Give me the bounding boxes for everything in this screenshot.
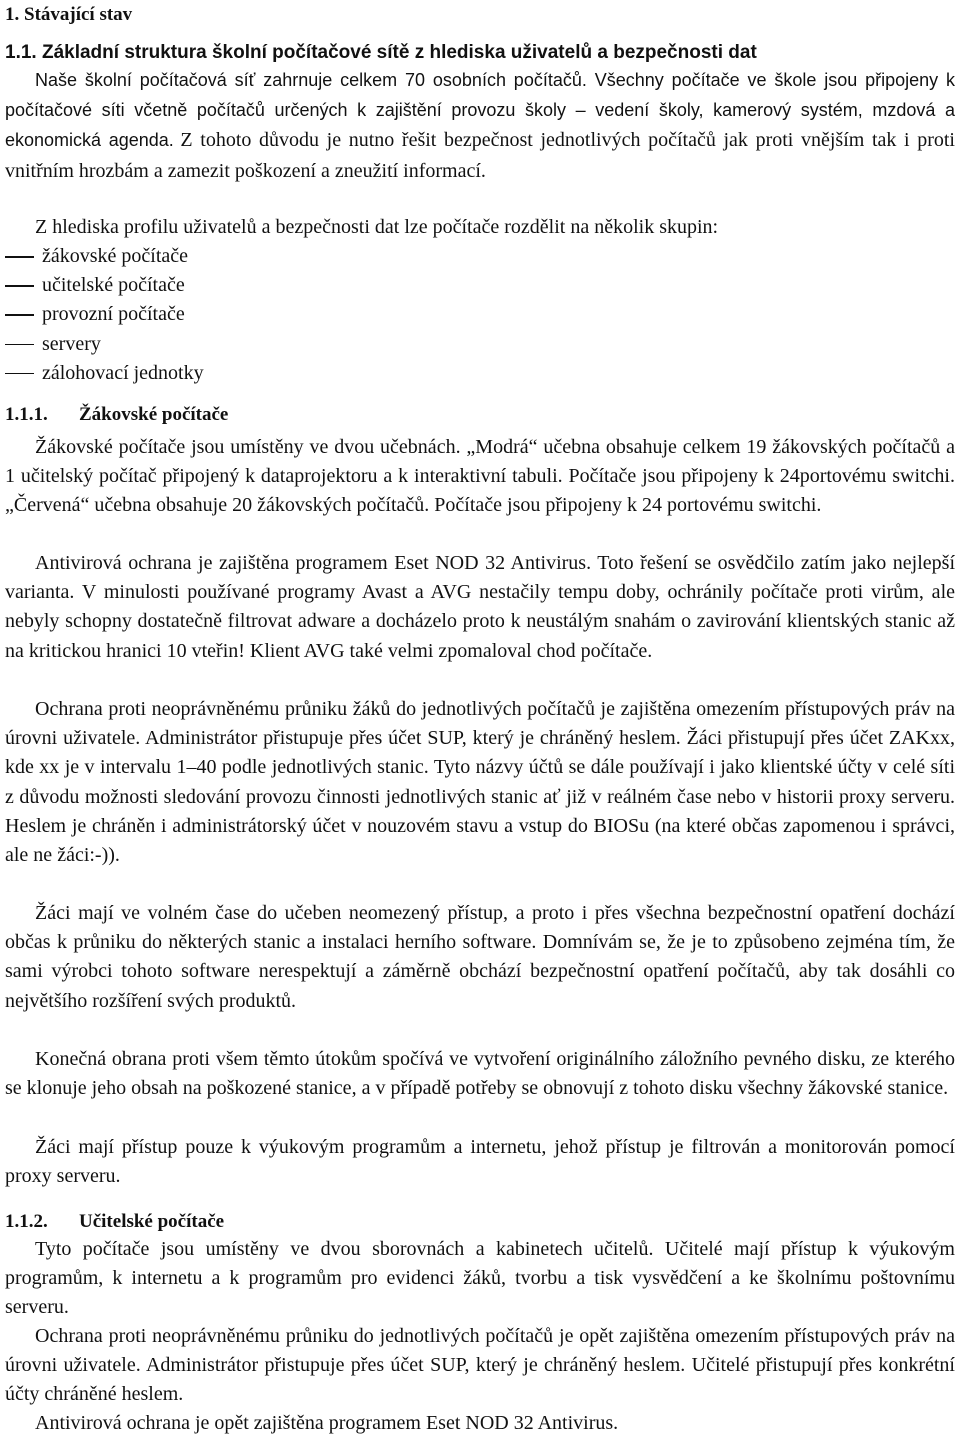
list-item	[5, 300, 204, 329]
intro-paragraph	[5, 66, 955, 187]
section-heading-1-1: 1.1. Základní struktura školní počítačové sítě z hlediska uživatelů a bezpečnosti dat	[5, 42, 757, 63]
intro-text-sans: Naše školní počítačová síť zahrnuje celkem 70 osobních počítačů. Všechny počítače ve škole jsou připojeny k počítačové síti včetně počítačů určených k zajištění provozu školy – vedení školy, kamerový systém, mzdová a ekonomická agenda.	[5, 70, 955, 151]
intro-text-serif: Z tohoto důvodu je nutno řešit bezpečnost jednotlivých počítačů jak proti vnějším tak i proti vnitřním hrozbám a zamezit poškození a zneužití informací.	[5, 129, 955, 182]
paragraph: Antivirová ochrana je zajištěna programem Eset NOD 32 Antivirus. Toto řešení se osvědčilo zatím jako nejlepší varianta. V minulosti používané programy Avast a AVG nestačily tempu doby, ochránily počítače proti virům, ale nebyly schopny dostatečně filtrovat adware a docházelo proto k neustálým snahám o zavirování klientských stanic až na kritickou hranici 10 vteřin! Klient AVG také velmi zpomaloval chod počítače.	[5, 552, 955, 662]
dash-bullet-icon	[5, 314, 34, 316]
paragraph: Žáci mají ve volném čase do učeben neomezený přístup, a proto i přes všechna bezpečnostní opatření dochází občas k průniku do některých stanic a instalaci herního software. Domnívám se, že je to způsobeno zejména tím, že sami výrobci tohoto software nerespektují a záměrně obchází bezpečnostní opatření počítačů, aby tak dosáhli co největšího rozšíření svých produktů.	[5, 902, 955, 1012]
section-title: Učitelské počítače	[79, 1211, 225, 1232]
paragraph: Tyto počítače jsou umístěny ve dvou sborovnách a kabinetech učitelů. Učitelé mají přístup k výukovým programům, k internetu a k programům pro evidenci žáků, tvorbu a tisk vysvědčení a ke školnímu poštovnímu serveru.	[5, 1238, 955, 1319]
paragraph: Žákovské počítače jsou umístěny ve dvou učebnách. „Modrá“ učebna obsahuje celkem 19 žákovských počítačů a 1 učitelský počítač připojený k dataprojektoru a k interaktivní tabuli. Počítače jsou připojeny k 24portovému switchi. „Červená“ učebna obsahuje 20 žákovských počítačů. Počítače jsou připojeny k 24 portovému switchi.	[5, 436, 955, 517]
section-number: 1.1.2.	[5, 1211, 48, 1232]
list-item	[5, 242, 204, 271]
list-item-label: žákovské počítače	[42, 245, 189, 267]
list-item	[5, 359, 204, 388]
paragraph: Žáci mají přístup pouze k výukovým programům a internetu, jehož přístup je filtrován a monitorován pomocí proxy serveru.	[5, 1136, 955, 1188]
list-item-label: učitelské počítače	[42, 274, 185, 297]
groups-intro-paragraph: Z hlediska profilu uživatelů a bezpečnosti dat lze počítače rozdělit na několik skupin:	[35, 216, 719, 238]
list-item	[5, 271, 204, 300]
dash-bullet-icon	[5, 373, 34, 375]
list-item-label: provozní počítače	[42, 303, 185, 326]
list-item-label: servery	[42, 332, 101, 355]
dash-bullet-icon	[5, 256, 34, 258]
dash-bullet-icon	[5, 285, 34, 287]
list-item-label: zálohovací jednotky	[42, 361, 204, 384]
computer-groups-list	[5, 242, 204, 388]
dash-bullet-icon	[5, 344, 34, 346]
section-title: Žákovské počítače	[79, 404, 229, 425]
section-number: 1.1.1.	[5, 404, 48, 425]
paragraph: Konečná obrana proti všem těmto útokům spočívá ve vytvoření originálního záložního pevného disku, ze kterého se klonuje jeho obsah na poškozené stanice, a v případě potřeby se obnovují z tohoto disku všechny žákovské stanice.	[5, 1048, 955, 1100]
paragraph: Ochrana proti neoprávněnému průniku do jednotlivých počítačů je opět zajištěna omezením přístupových práv na úrovni uživatele. Administrátor přistupuje přes účet SUP, který je chráněný heslem. Učitelé přistupují přes konkrétní účty chráněné heslem.	[5, 1325, 955, 1406]
section-heading-1: 1. Stávající stav	[5, 4, 133, 25]
paragraph: Ochrana proti neoprávněnému průniku žáků do jednotlivých počítačů je zajištěna omezením přístupových práv na úrovni uživatele. Administrátor přistupuje přes účet SUP, který je chráněný heslem. Žáci přistupují přes účet ZAKxx, kde xx je v intervalu 1–40 podle jednotlivých stanic. Tyto názvy účtů se dále používají i jako klientské účty v celé síti z důvodu možnosti sledování provozu činnosti jednotlivých stanic ať již v reálném čase nebo v historii proxy serveru. Heslem je chráněn i administrátorský účet v nouzovém stavu a vstup do BIOSu (na které občas zapomenou i správci, ale ne žáci:-)).	[5, 698, 955, 867]
list-item	[5, 330, 204, 359]
section-heading-1-1-1	[5, 404, 228, 426]
paragraph: Antivirová ochrana je opět zajištěna programem Eset NOD 32 Antivirus.	[35, 1412, 619, 1434]
section-heading-1-1-2	[5, 1211, 224, 1233]
